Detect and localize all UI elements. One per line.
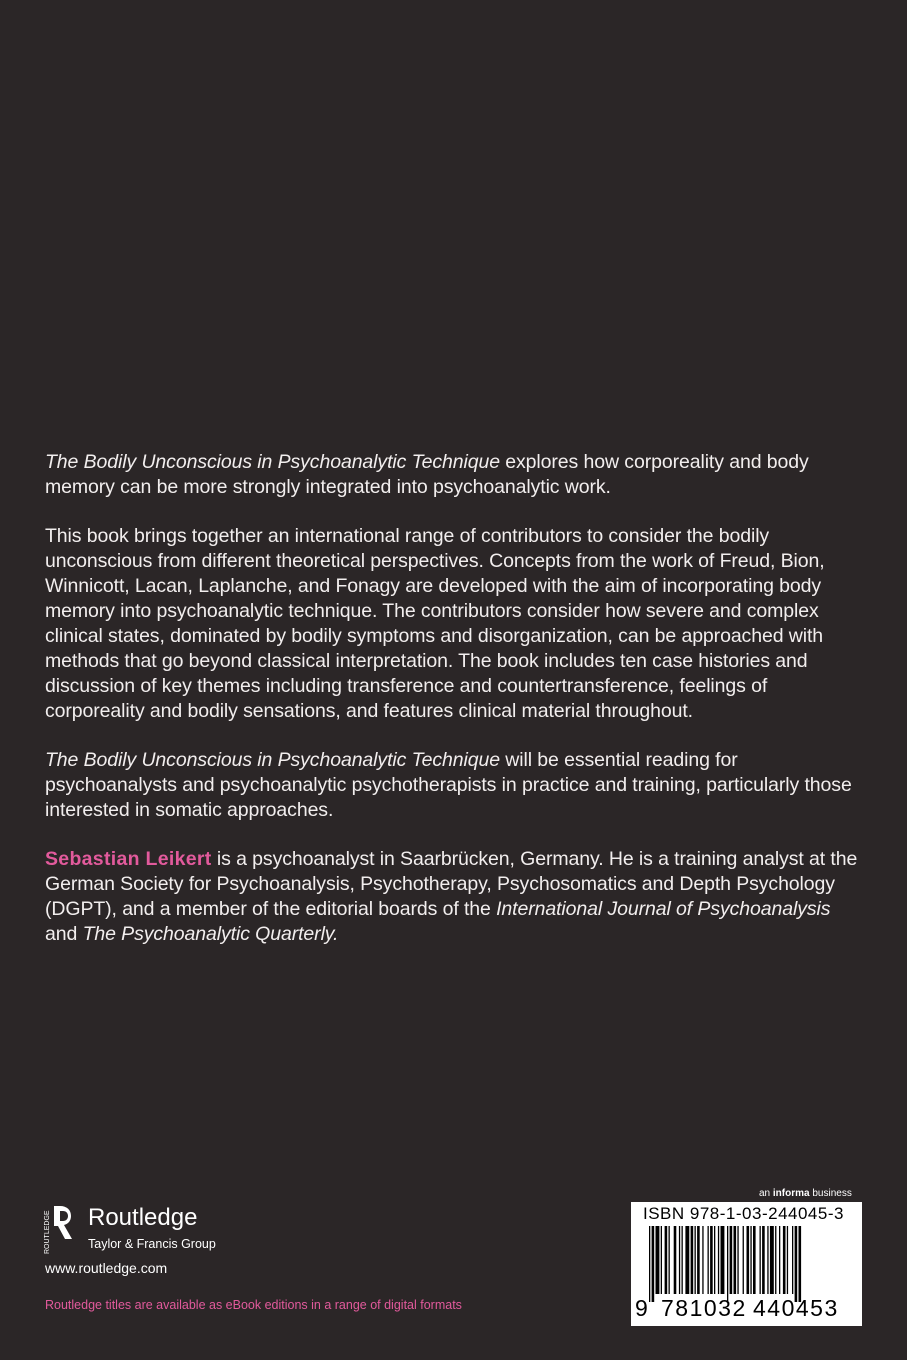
barcode-bar xyxy=(787,1226,788,1294)
barcode-bar xyxy=(799,1226,802,1302)
barcode-bar xyxy=(702,1226,703,1294)
barcode-bar xyxy=(760,1226,761,1294)
barcode-bar xyxy=(743,1226,744,1294)
author-bio-text: and xyxy=(45,923,83,945)
barcode-bar xyxy=(762,1226,765,1294)
back-cover-blurb xyxy=(45,450,865,971)
barcode-bar xyxy=(674,1226,677,1294)
isbn-digit-group-2: 440453 xyxy=(753,1295,839,1321)
barcode-bar xyxy=(718,1226,719,1294)
author-bio xyxy=(45,847,865,947)
journal-title: International Journal of Psychoanalysis xyxy=(496,898,831,920)
barcode-bar xyxy=(656,1226,660,1294)
barcode-bar xyxy=(661,1226,662,1294)
isbn-label: ISBN 978-1-03-244045-3 xyxy=(643,1204,844,1223)
barcode-bar xyxy=(708,1226,709,1294)
barcode-bar xyxy=(685,1226,689,1294)
informa-prefix: an xyxy=(759,1188,773,1199)
barcode-bar xyxy=(710,1226,713,1294)
blurb-text: will be essential reading for psychoanalysts and psychoanalytic psychotherapists in practice and training, particularly those interested in somatic approaches. xyxy=(45,749,852,821)
barcode-bar xyxy=(727,1226,728,1302)
journal-title: The Psychoanalytic Quarterly. xyxy=(82,923,339,945)
barcode-bar xyxy=(695,1226,696,1294)
barcode-bar xyxy=(775,1226,776,1294)
routledge-logo-icon xyxy=(40,1204,74,1256)
isbn-digit-group-1: 781032 xyxy=(661,1295,747,1321)
blurb-text: explores how corporeality and body memory can be more strongly integrated into psychoanalytic work. xyxy=(45,451,809,498)
barcode-bar xyxy=(753,1226,756,1294)
barcode-bar xyxy=(734,1226,737,1294)
book-title-italic: The Bodily Unconscious in Psychoanalytic Technique xyxy=(45,749,500,771)
barcode-bar xyxy=(792,1226,793,1294)
ebook-note: Routledge titles are available as eBook editions in a range of digital formats xyxy=(45,1298,462,1312)
informa-suffix: business xyxy=(809,1188,852,1199)
author-name: Sebastian Leikert xyxy=(45,848,212,870)
barcode-bar xyxy=(697,1226,700,1294)
barcode-bar xyxy=(721,1226,725,1294)
barcode-bar xyxy=(770,1226,774,1294)
barcode-bar xyxy=(649,1226,650,1302)
publisher-website[interactable]: www.routledge.com xyxy=(45,1260,168,1276)
barcode-bar xyxy=(682,1226,683,1294)
barcode-bar xyxy=(737,1226,738,1294)
barcode-bar xyxy=(679,1226,680,1294)
barcode-bar xyxy=(747,1226,750,1294)
barcode-bar xyxy=(750,1226,751,1294)
informa-tagline xyxy=(759,1188,852,1199)
barcode-bar xyxy=(669,1226,670,1294)
barcode-bar xyxy=(665,1226,668,1294)
barcode-bar xyxy=(691,1226,694,1294)
publisher-group: Taylor & Francis Group xyxy=(88,1237,216,1251)
barcode-bar xyxy=(730,1226,733,1294)
barcode-bar xyxy=(652,1226,655,1302)
informa-brand: informa xyxy=(772,1188,810,1199)
blurb-paragraph-2: This book brings together an international range of contributors to consider the bodily unconscious from different theoretical perspectives. Concepts from the work of Freud, Bion, Winnicott, Lacan, Laplanche, and Fonagy are developed with the aim of incorporating body memory into psychoanalytic technique. The contributors consider how severe and complex clinical states, dominated by bodily symptoms and disorganization, can be approached with methods that go beyond classical interpretation. The book includes ten case histories and discussion of key themes including transference and countertransference, feelings of corporeality and bodily sensations, and features clinical material throughout. xyxy=(45,525,825,722)
barcode-bars xyxy=(639,1226,854,1302)
barcode-bar xyxy=(783,1226,786,1294)
barcode-bar xyxy=(767,1226,768,1294)
publisher-name: Routledge xyxy=(88,1204,198,1231)
routledge-vertical-text: ROUTLEDGE xyxy=(44,1210,51,1254)
barcode-bar xyxy=(795,1226,798,1302)
book-title-italic: The Bodily Unconscious in Psychoanalytic Technique xyxy=(45,451,500,473)
isbn-digit-first: 9 xyxy=(635,1295,648,1321)
blurb-paragraph-1 xyxy=(45,450,865,500)
barcode-bar xyxy=(779,1226,780,1294)
isbn-barcode xyxy=(631,1202,862,1326)
blurb-paragraph-3 xyxy=(45,748,865,823)
barcode-bar xyxy=(714,1226,715,1294)
author-bio-text: is a psychoanalyst in Saarbrücken, Germany. He is a training analyst at the German Society for Psychoanalysis, Psychotherapy, Psychosomatics and Depth Psychology (DGPT), and a member of the editorial boards of the xyxy=(45,848,858,920)
